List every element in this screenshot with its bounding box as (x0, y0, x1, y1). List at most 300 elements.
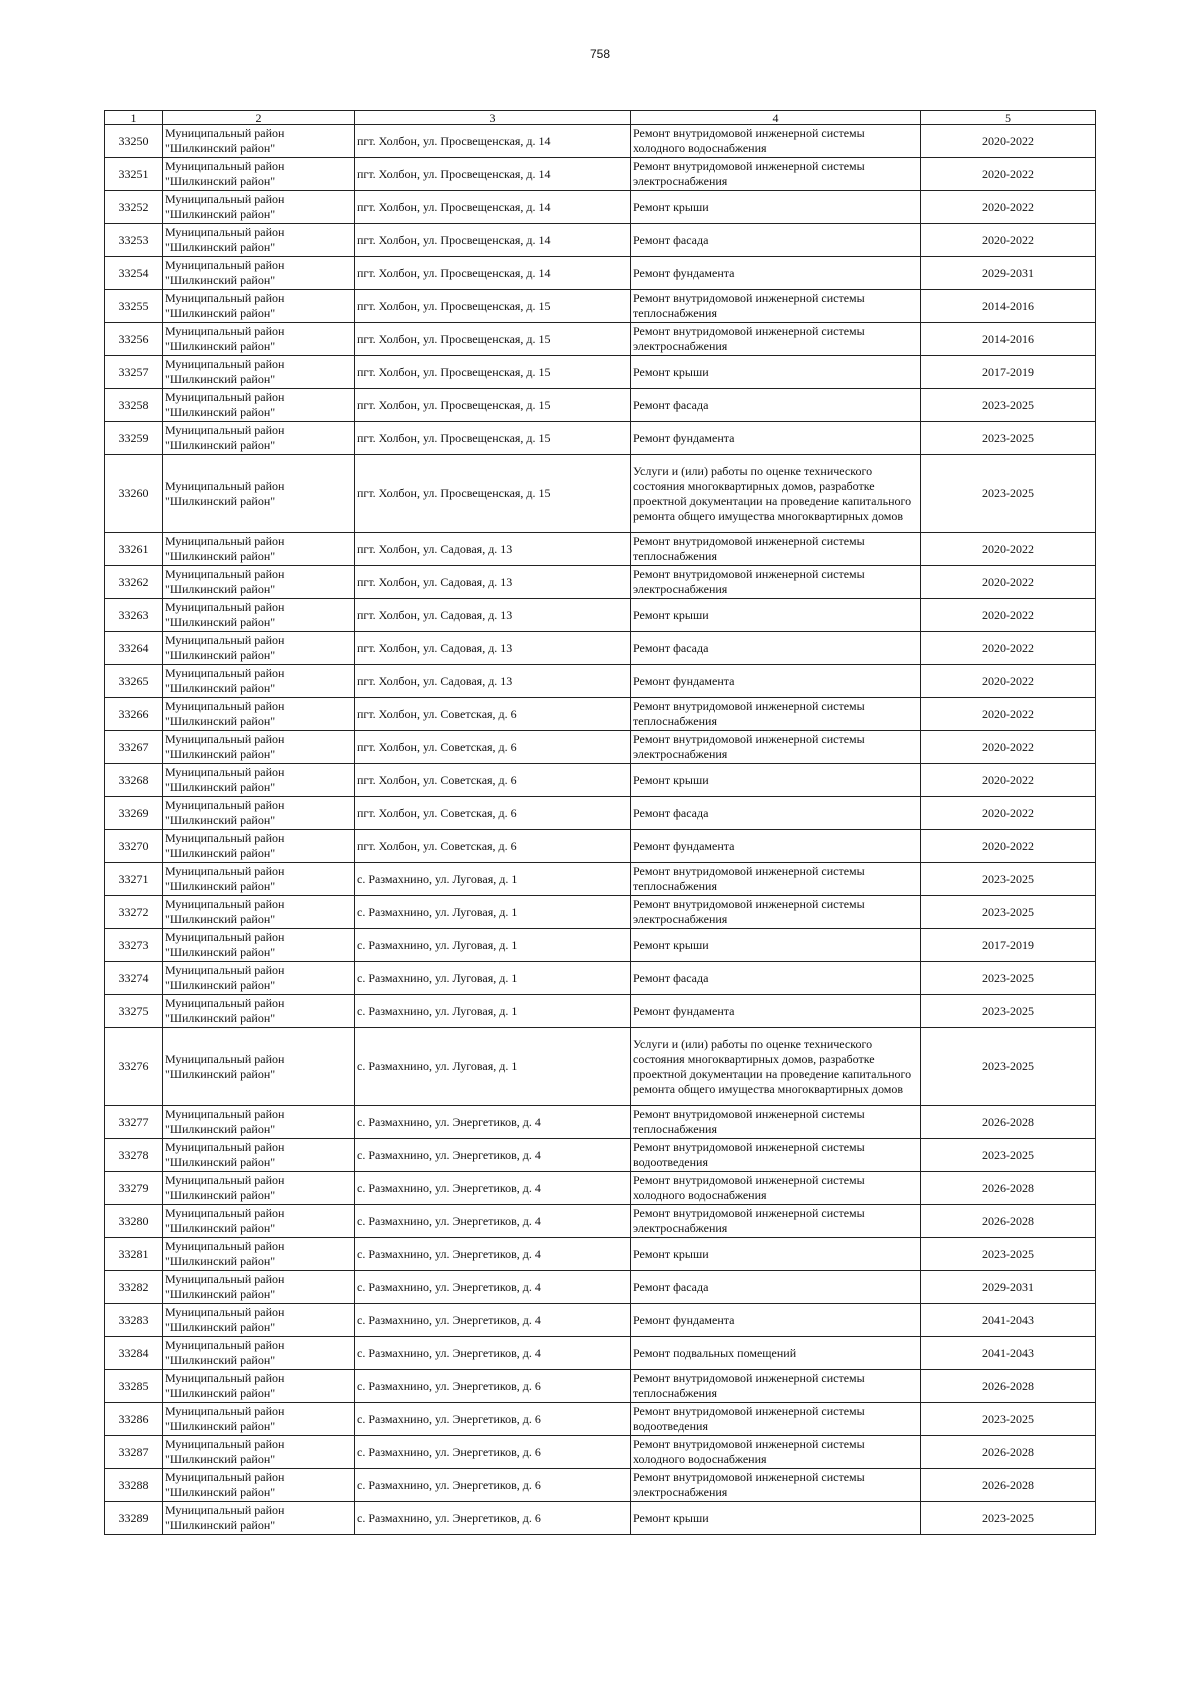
municipality-cell (163, 257, 355, 290)
table-row (105, 422, 1096, 455)
table-row (105, 764, 1096, 797)
period-cell: 2023-2025 (921, 1502, 1096, 1535)
table-row (105, 1403, 1096, 1436)
municipality-cell (163, 1370, 355, 1403)
work-type-cell: Ремонт фасада (631, 962, 921, 995)
municipality-name: "Шилкинский район" (165, 714, 276, 728)
work-type-cell: Ремонт фундамента (631, 830, 921, 863)
period-cell: 2020-2022 (921, 191, 1096, 224)
municipality-name: "Шилкинский район" (165, 780, 276, 794)
row-number: 33251 (105, 158, 163, 191)
page-number: 758 (589, 47, 611, 61)
table-row (105, 995, 1096, 1028)
municipality-line: Муниципальный район (165, 357, 285, 371)
address-cell: пгт. Холбон, ул. Советская, д. 6 (355, 797, 631, 830)
municipality-cell (163, 224, 355, 257)
address-cell: с. Размахнино, ул. Энергетиков, д. 4 (355, 1238, 631, 1271)
period-cell: 2014-2016 (921, 323, 1096, 356)
address-cell: с. Размахнино, ул. Энергетиков, д. 6 (355, 1403, 631, 1436)
municipality-line: Муниципальный район (165, 159, 285, 173)
municipality-line: Муниципальный район (165, 633, 285, 647)
address-cell: пгт. Холбон, ул. Садовая, д. 13 (355, 632, 631, 665)
municipality-cell (163, 632, 355, 665)
work-type-cell: Ремонт подвальных помещений (631, 1337, 921, 1370)
work-type-cell: Ремонт внутридомовой инженерной системы электроснабжения (631, 731, 921, 764)
row-number: 33272 (105, 896, 163, 929)
municipality-name: "Шилкинский район" (165, 1254, 276, 1268)
municipality-line: Муниципальный район (165, 798, 285, 812)
work-type-cell: Ремонт крыши (631, 1502, 921, 1535)
municipality-cell (163, 389, 355, 422)
work-type-cell: Ремонт крыши (631, 764, 921, 797)
municipality-cell (163, 698, 355, 731)
table-row (105, 1436, 1096, 1469)
address-cell: пгт. Холбон, ул. Советская, д. 6 (355, 698, 631, 731)
row-number: 33250 (105, 125, 163, 158)
table-row (105, 1028, 1096, 1106)
table-row (105, 1238, 1096, 1271)
municipality-cell (163, 1271, 355, 1304)
work-type-cell: Ремонт внутридомовой инженерной системы теплоснабжения (631, 290, 921, 323)
work-type-cell: Ремонт внутридомовой инженерной системы теплоснабжения (631, 1370, 921, 1403)
table-row (105, 533, 1096, 566)
municipality-line: Муниципальный район (165, 963, 285, 977)
municipality-cell (163, 290, 355, 323)
municipality-name: "Шилкинский район" (165, 747, 276, 761)
address-cell: с. Размахнино, ул. Энергетиков, д. 6 (355, 1469, 631, 1502)
address-cell: с. Размахнино, ул. Энергетиков, д. 6 (355, 1502, 631, 1535)
work-type-cell: Ремонт внутридомовой инженерной системы водоотведения (631, 1139, 921, 1172)
table-row (105, 599, 1096, 632)
registry-table (104, 110, 1096, 1535)
row-number: 33263 (105, 599, 163, 632)
work-type-cell: Ремонт внутридомовой инженерной системы водоотведения (631, 1403, 921, 1436)
period-cell: 2041-2043 (921, 1304, 1096, 1337)
row-number: 33282 (105, 1271, 163, 1304)
municipality-name: "Шилкинский район" (165, 648, 276, 662)
period-cell: 2020-2022 (921, 830, 1096, 863)
municipality-name: "Шилкинский район" (165, 1221, 276, 1235)
address-cell: пгт. Холбон, ул. Просвещенская, д. 15 (355, 323, 631, 356)
municipality-cell (163, 356, 355, 389)
period-cell: 2020-2022 (921, 125, 1096, 158)
work-type-cell: Ремонт внутридомовой инженерной системы теплоснабжения (631, 1106, 921, 1139)
municipality-line: Муниципальный район (165, 1051, 285, 1066)
municipality-name: "Шилкинский район" (165, 1419, 276, 1433)
work-type-cell: Ремонт внутридомовой инженерной системы теплоснабжения (631, 698, 921, 731)
period-cell: 2026-2028 (921, 1172, 1096, 1205)
address-cell: пгт. Холбон, ул. Советская, д. 6 (355, 731, 631, 764)
municipality-line: Муниципальный район (165, 1107, 285, 1121)
table-row (105, 290, 1096, 323)
period-cell: 2026-2028 (921, 1436, 1096, 1469)
row-number: 33262 (105, 566, 163, 599)
municipality-cell (163, 158, 355, 191)
work-type-cell: Ремонт внутридомовой инженерной системы теплоснабжения (631, 533, 921, 566)
municipality-name: "Шилкинский район" (165, 1188, 276, 1202)
period-cell: 2023-2025 (921, 422, 1096, 455)
municipality-line: Муниципальный район (165, 1272, 285, 1286)
address-cell: пгт. Холбон, ул. Просвещенская, д. 14 (355, 191, 631, 224)
municipality-name: "Шилкинский район" (165, 912, 276, 926)
work-type-cell: Ремонт фасада (631, 1271, 921, 1304)
work-type-cell: Ремонт внутридомовой инженерной системы электроснабжения (631, 896, 921, 929)
row-number: 33260 (105, 455, 163, 533)
period-cell: 2020-2022 (921, 797, 1096, 830)
work-type-cell: Ремонт внутридомовой инженерной системы холодного водоснабжения (631, 125, 921, 158)
municipality-line: Муниципальный район (165, 1338, 285, 1352)
table-row (105, 1469, 1096, 1502)
row-number: 33270 (105, 830, 163, 863)
municipality-cell (163, 665, 355, 698)
row-number: 33253 (105, 224, 163, 257)
work-type-cell: Ремонт внутридомовой инженерной системы электроснабжения (631, 566, 921, 599)
address-cell: с. Размахнино, ул. Луговая, д. 1 (355, 863, 631, 896)
municipality-name: "Шилкинский район" (165, 339, 276, 353)
row-number: 33284 (105, 1337, 163, 1370)
work-type-cell: Ремонт фундамента (631, 995, 921, 1028)
municipality-line: Муниципальный район (165, 192, 285, 206)
municipality-name: "Шилкинский район" (165, 1066, 276, 1081)
municipality-cell (163, 1205, 355, 1238)
table-row (105, 929, 1096, 962)
municipality-cell (163, 422, 355, 455)
municipality-cell (163, 863, 355, 896)
municipality-name: "Шилкинский район" (165, 582, 276, 596)
municipality-line: Муниципальный район (165, 534, 285, 548)
address-cell: пгт. Холбон, ул. Просвещенская, д. 15 (355, 422, 631, 455)
address-cell: пгт. Холбон, ул. Просвещенская, д. 15 (355, 290, 631, 323)
municipality-name: "Шилкинский район" (165, 1287, 276, 1301)
table-row (105, 1106, 1096, 1139)
work-type-cell: Ремонт фундамента (631, 1304, 921, 1337)
municipality-cell (163, 1436, 355, 1469)
table-row (105, 191, 1096, 224)
municipality-cell (163, 1304, 355, 1337)
municipality-name: "Шилкинский район" (165, 978, 276, 992)
period-cell: 2023-2025 (921, 455, 1096, 533)
row-number: 33268 (105, 764, 163, 797)
work-type-cell: Ремонт внутридомовой инженерной системы электроснабжения (631, 1469, 921, 1502)
row-number: 33279 (105, 1172, 163, 1205)
work-type-cell: Услуги и (или) работы по оценке технического состояния многоквартирных домов, разработке проектной документации на проведение капитального ремонта общего имущества многоквартирных домов (631, 1028, 921, 1106)
municipality-name: "Шилкинский район" (165, 879, 276, 893)
address-cell: с. Размахнино, ул. Энергетиков, д. 6 (355, 1370, 631, 1403)
row-number: 33273 (105, 929, 163, 962)
municipality-cell (163, 1106, 355, 1139)
period-cell: 2041-2043 (921, 1337, 1096, 1370)
municipality-name: "Шилкинский район" (165, 306, 276, 320)
row-number: 33266 (105, 698, 163, 731)
table-row (105, 1172, 1096, 1205)
municipality-line: Муниципальный район (165, 126, 285, 140)
municipality-cell (163, 1028, 355, 1106)
period-cell: 2023-2025 (921, 389, 1096, 422)
table-row (105, 1205, 1096, 1238)
address-cell: с. Размахнино, ул. Луговая, д. 1 (355, 962, 631, 995)
row-number: 33277 (105, 1106, 163, 1139)
municipality-line: Муниципальный район (165, 1239, 285, 1253)
period-cell: 2023-2025 (921, 1139, 1096, 1172)
municipality-line: Муниципальный район (165, 1371, 285, 1385)
municipality-line: Муниципальный район (165, 258, 285, 272)
row-number: 33259 (105, 422, 163, 455)
municipality-cell (163, 962, 355, 995)
municipality-cell (163, 830, 355, 863)
municipality-line: Муниципальный район (165, 699, 285, 713)
municipality-cell (163, 1172, 355, 1205)
municipality-name: "Шилкинский район" (165, 1485, 276, 1499)
period-cell: 2023-2025 (921, 995, 1096, 1028)
work-type-cell: Ремонт фундамента (631, 257, 921, 290)
municipality-name: "Шилкинский район" (165, 174, 276, 188)
municipality-name: "Шилкинский район" (165, 438, 276, 452)
municipality-cell (163, 1238, 355, 1271)
row-number: 33252 (105, 191, 163, 224)
work-type-cell: Ремонт крыши (631, 356, 921, 389)
period-cell: 2017-2019 (921, 929, 1096, 962)
municipality-cell (163, 896, 355, 929)
row-number: 33264 (105, 632, 163, 665)
address-cell: пгт. Холбон, ул. Советская, д. 6 (355, 764, 631, 797)
row-number: 33261 (105, 533, 163, 566)
period-cell: 2020-2022 (921, 665, 1096, 698)
address-cell: пгт. Холбон, ул. Просвещенская, д. 15 (355, 356, 631, 389)
work-type-cell: Ремонт крыши (631, 599, 921, 632)
address-cell: пгт. Холбон, ул. Садовая, д. 13 (355, 665, 631, 698)
municipality-name: "Шилкинский район" (165, 1518, 276, 1532)
municipality-cell (163, 533, 355, 566)
municipality-cell (163, 731, 355, 764)
municipality-line: Муниципальный район (165, 864, 285, 878)
municipality-name: "Шилкинский район" (165, 141, 276, 155)
period-cell: 2020-2022 (921, 533, 1096, 566)
table-row (105, 257, 1096, 290)
period-cell: 2020-2022 (921, 158, 1096, 191)
municipality-line: Муниципальный район (165, 897, 285, 911)
period-cell: 2014-2016 (921, 290, 1096, 323)
municipality-name: "Шилкинский район" (165, 1320, 276, 1334)
table-row (105, 125, 1096, 158)
period-cell: 2023-2025 (921, 1403, 1096, 1436)
municipality-cell (163, 1502, 355, 1535)
table-row (105, 1271, 1096, 1304)
address-cell: с. Размахнино, ул. Луговая, д. 1 (355, 896, 631, 929)
work-type-cell: Ремонт внутридомовой инженерной системы электроснабжения (631, 1205, 921, 1238)
address-cell: пгт. Холбон, ул. Садовая, д. 13 (355, 566, 631, 599)
municipality-name: "Шилкинский район" (165, 1386, 276, 1400)
municipality-cell (163, 929, 355, 962)
address-cell: с. Размахнино, ул. Энергетиков, д. 4 (355, 1139, 631, 1172)
address-cell: пгт. Холбон, ул. Просвещенская, д. 14 (355, 224, 631, 257)
address-cell: пгт. Холбон, ул. Советская, д. 6 (355, 830, 631, 863)
period-cell: 2020-2022 (921, 731, 1096, 764)
municipality-name: "Шилкинский район" (165, 372, 276, 386)
table-row (105, 1139, 1096, 1172)
table-row (105, 698, 1096, 731)
municipality-cell (163, 323, 355, 356)
period-cell: 2026-2028 (921, 1106, 1096, 1139)
row-number: 33265 (105, 665, 163, 698)
work-type-cell: Ремонт внутридомовой инженерной системы электроснабжения (631, 323, 921, 356)
table-row (105, 731, 1096, 764)
municipality-name: "Шилкинский район" (165, 615, 276, 629)
row-number: 33285 (105, 1370, 163, 1403)
address-cell: с. Размахнино, ул. Энергетиков, д. 4 (355, 1271, 631, 1304)
address-cell: с. Размахнино, ул. Энергетиков, д. 4 (355, 1304, 631, 1337)
municipality-cell (163, 764, 355, 797)
municipality-cell (163, 566, 355, 599)
column-header: 1 (105, 111, 163, 125)
period-cell: 2023-2025 (921, 1028, 1096, 1106)
table-row (105, 863, 1096, 896)
municipality-name: "Шилкинский район" (165, 493, 276, 508)
work-type-cell: Ремонт фундамента (631, 422, 921, 455)
municipality-cell (163, 1469, 355, 1502)
address-cell: пгт. Холбон, ул. Просвещенская, д. 14 (355, 257, 631, 290)
municipality-line: Муниципальный район (165, 1437, 285, 1451)
table-row (105, 797, 1096, 830)
table-row (105, 896, 1096, 929)
municipality-line: Муниципальный район (165, 1503, 285, 1517)
table-row (105, 962, 1096, 995)
municipality-line: Муниципальный район (165, 390, 285, 404)
period-cell: 2020-2022 (921, 698, 1096, 731)
address-cell: пгт. Холбон, ул. Просвещенская, д. 14 (355, 125, 631, 158)
period-cell: 2020-2022 (921, 764, 1096, 797)
address-cell: с. Размахнино, ул. Энергетиков, д. 4 (355, 1106, 631, 1139)
municipality-cell (163, 797, 355, 830)
table-row (105, 158, 1096, 191)
address-cell: пгт. Холбон, ул. Просвещенская, д. 14 (355, 158, 631, 191)
work-type-cell: Ремонт внутридомовой инженерной системы теплоснабжения (631, 863, 921, 896)
municipality-line: Муниципальный район (165, 567, 285, 581)
work-type-cell: Ремонт фасада (631, 797, 921, 830)
row-number: 33275 (105, 995, 163, 1028)
table-row (105, 389, 1096, 422)
work-type-cell: Ремонт внутридомовой инженерной системы холодного водоснабжения (631, 1436, 921, 1469)
municipality-line: Муниципальный район (165, 423, 285, 437)
municipality-line: Муниципальный район (165, 930, 285, 944)
column-header: 5 (921, 111, 1096, 125)
address-cell: с. Размахнино, ул. Луговая, д. 1 (355, 1028, 631, 1106)
address-cell: пгт. Холбон, ул. Садовая, д. 13 (355, 599, 631, 632)
period-cell: 2029-2031 (921, 257, 1096, 290)
municipality-cell (163, 125, 355, 158)
municipality-line: Муниципальный район (165, 1470, 285, 1484)
address-cell: пгт. Холбон, ул. Просвещенская, д. 15 (355, 455, 631, 533)
row-number: 33289 (105, 1502, 163, 1535)
row-number: 33269 (105, 797, 163, 830)
municipality-line: Муниципальный район (165, 1206, 285, 1220)
row-number: 33276 (105, 1028, 163, 1106)
municipality-line: Муниципальный район (165, 1140, 285, 1154)
work-type-cell: Ремонт внутридомовой инженерной системы электроснабжения (631, 158, 921, 191)
table-row (105, 1304, 1096, 1337)
municipality-line: Муниципальный район (165, 765, 285, 779)
period-cell: 2023-2025 (921, 962, 1096, 995)
municipality-name: "Шилкинский район" (165, 1011, 276, 1025)
municipality-cell (163, 455, 355, 533)
work-type-cell: Ремонт крыши (631, 191, 921, 224)
address-cell: с. Размахнино, ул. Луговая, д. 1 (355, 995, 631, 1028)
column-header: 3 (355, 111, 631, 125)
municipality-name: "Шилкинский район" (165, 945, 276, 959)
municipality-cell (163, 995, 355, 1028)
municipality-line: Муниципальный район (165, 291, 285, 305)
work-type-cell: Ремонт крыши (631, 1238, 921, 1271)
address-cell: с. Размахнино, ул. Луговая, д. 1 (355, 929, 631, 962)
municipality-line: Муниципальный район (165, 666, 285, 680)
row-number: 33287 (105, 1436, 163, 1469)
period-cell: 2023-2025 (921, 863, 1096, 896)
municipality-name: "Шилкинский район" (165, 681, 276, 695)
table-row (105, 665, 1096, 698)
municipality-line: Муниципальный район (165, 1305, 285, 1319)
municipality-name: "Шилкинский район" (165, 240, 276, 254)
work-type-cell: Ремонт фасада (631, 389, 921, 422)
period-cell: 2017-2019 (921, 356, 1096, 389)
work-type-cell: Ремонт внутридомовой инженерной системы холодного водоснабжения (631, 1172, 921, 1205)
column-header: 4 (631, 111, 921, 125)
municipality-line: Муниципальный район (165, 324, 285, 338)
table-row (105, 830, 1096, 863)
row-number: 33280 (105, 1205, 163, 1238)
table-row (105, 455, 1096, 533)
period-cell: 2026-2028 (921, 1205, 1096, 1238)
municipality-name: "Шилкинский район" (165, 813, 276, 827)
row-number: 33255 (105, 290, 163, 323)
municipality-cell (163, 191, 355, 224)
municipality-cell (163, 1139, 355, 1172)
work-type-cell: Ремонт крыши (631, 929, 921, 962)
municipality-name: "Шилкинский район" (165, 549, 276, 563)
period-cell: 2023-2025 (921, 1238, 1096, 1271)
municipality-line: Муниципальный район (165, 831, 285, 845)
municipality-line: Муниципальный район (165, 600, 285, 614)
address-cell: с. Размахнино, ул. Энергетиков, д. 4 (355, 1172, 631, 1205)
work-type-cell: Ремонт фасада (631, 224, 921, 257)
period-cell: 2023-2025 (921, 896, 1096, 929)
period-cell: 2026-2028 (921, 1370, 1096, 1403)
period-cell: 2026-2028 (921, 1469, 1096, 1502)
row-number: 33257 (105, 356, 163, 389)
municipality-line: Муниципальный район (165, 996, 285, 1010)
column-number-row (105, 111, 1096, 125)
period-cell: 2020-2022 (921, 566, 1096, 599)
table-row (105, 224, 1096, 257)
work-type-cell: Ремонт фасада (631, 632, 921, 665)
table-row (105, 1337, 1096, 1370)
municipality-line: Муниципальный район (165, 478, 285, 493)
municipality-name: "Шилкинский район" (165, 405, 276, 419)
municipality-line: Муниципальный район (165, 1404, 285, 1418)
row-number: 33254 (105, 257, 163, 290)
municipality-cell (163, 1403, 355, 1436)
row-number: 33274 (105, 962, 163, 995)
row-number: 33267 (105, 731, 163, 764)
municipality-name: "Шилкинский район" (165, 207, 276, 221)
work-type-cell: Ремонт фундамента (631, 665, 921, 698)
municipality-line: Муниципальный район (165, 1173, 285, 1187)
period-cell: 2029-2031 (921, 1271, 1096, 1304)
table-row (105, 566, 1096, 599)
row-number: 33281 (105, 1238, 163, 1271)
address-cell: с. Размахнино, ул. Энергетиков, д. 6 (355, 1436, 631, 1469)
municipality-name: "Шилкинский район" (165, 1155, 276, 1169)
municipality-name: "Шилкинский район" (165, 273, 276, 287)
row-number: 33256 (105, 323, 163, 356)
